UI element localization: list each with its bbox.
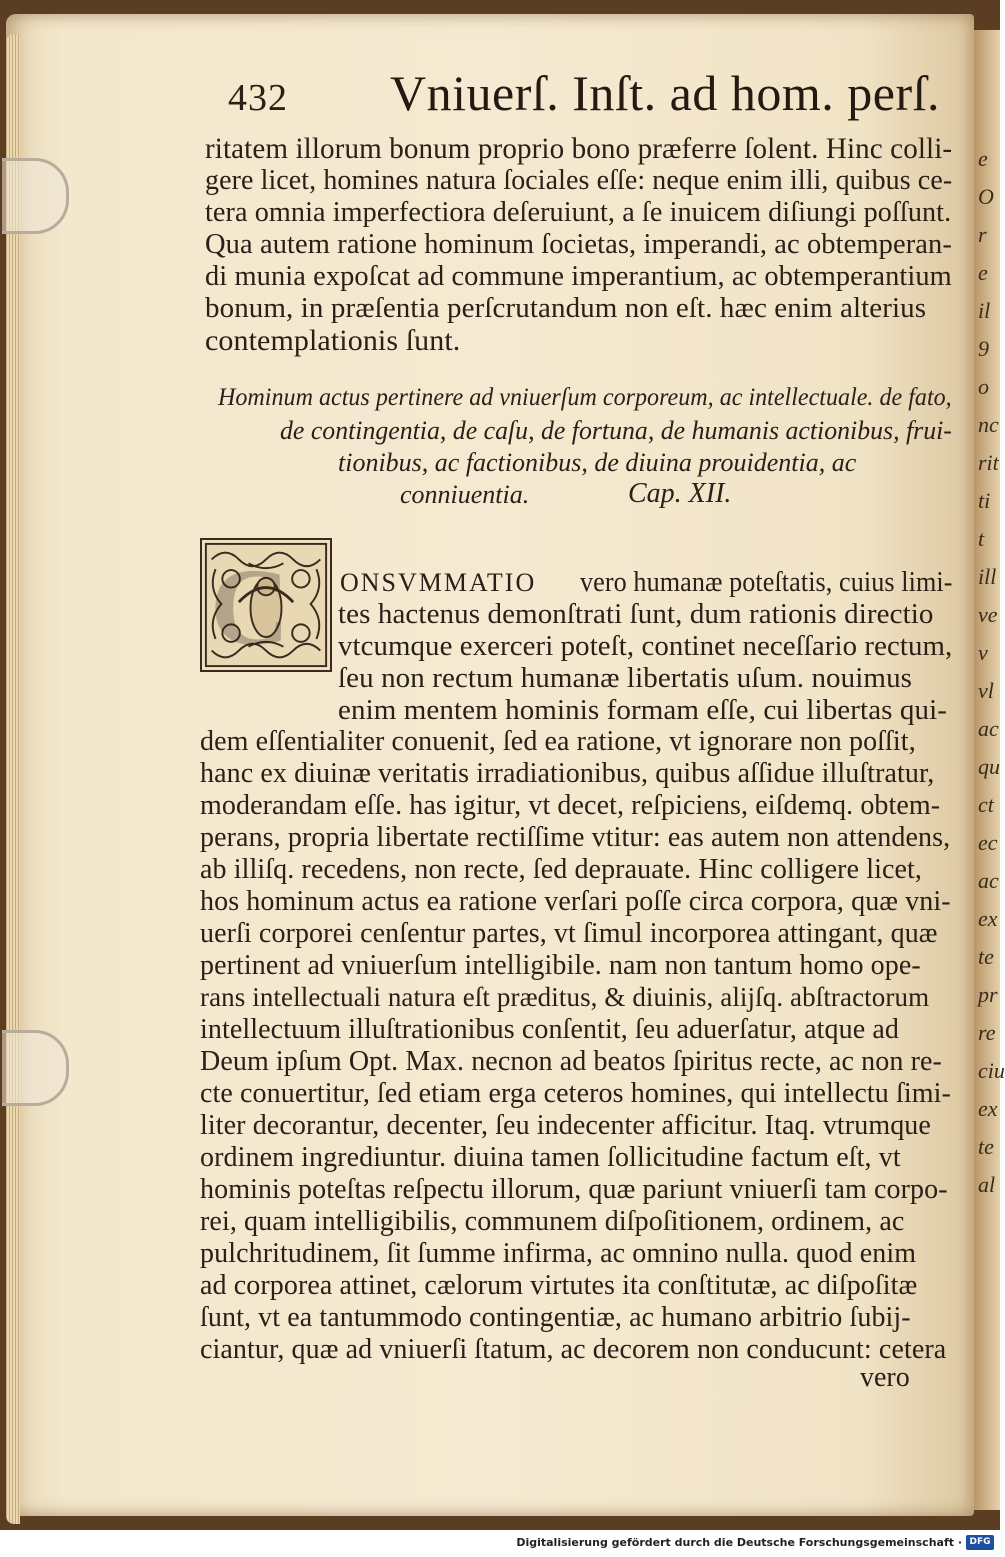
text-line: rei, quam intelligibilis, communem diſpoſitionem, ordinem, ac: [200, 1206, 905, 1237]
text-line: contemplationis ſunt.: [205, 324, 461, 357]
adjacent-page-text: e O r e il 9 o nc rit ti t ill ve v vl ac qu ct ec ac ex te pr re ciu ex te al: [978, 146, 1005, 1197]
ornament-icon: [202, 540, 330, 670]
page-number: 432: [228, 77, 288, 119]
dfg-logo-icon: DFG: [966, 1535, 994, 1550]
text-line: tera omnia imperfectiora deſeruiunt, a ſe inuicem diſiungi poſſunt.: [205, 196, 952, 228]
text-line: ciantur, quæ ad vniuerſi ſtatum, ac decorem non conducunt: cetera: [200, 1334, 947, 1365]
text-line: hanc ex diuinæ veritatis irradiationibus, quibus aſſidue illuſtratur,: [200, 758, 935, 789]
chapter-heading-line: de contingentia, de caſu, de fortuna, de humanis actionibus, frui-: [280, 416, 952, 445]
text-line: dem eſſentialiter conuenit, ſed ea ratione, vt ignorare non poſſit,: [200, 726, 916, 757]
text-line: pulchritudinem, ſit ſumme infirma, ac omnino nulla. quod enim: [200, 1238, 917, 1269]
text-line: enim mentem hominis formam eſſe, cui libertas qui-: [338, 694, 948, 726]
text-line: ad corporea attinet, cælorum virtutes ita conſtitutæ, ac diſpoſitæ: [200, 1270, 918, 1301]
text-line: tes hactenus demonſtrati ſunt, dum rationis directio: [338, 598, 934, 630]
first-word: ONSVMMATIO: [340, 568, 537, 597]
text-line: vero humanæ poteſtatis, cuius limi-: [580, 566, 953, 598]
digitization-footer: [0, 1530, 1000, 1557]
text-line: pertinent ad vniuerſum intelligibile. nam non tantum homo ope-: [200, 950, 921, 981]
text-line: ab illiſq. recedens, non recte, ſed deprauate. Hinc colligere licet,: [200, 854, 923, 885]
text-line: Deum ipſum Opt. Max. necnon ad beatos ſpiritus recte, ac non re-: [200, 1046, 942, 1077]
text-line: gere licet, homines natura ſociales eſſe: neque enim illi, quibus ce-: [205, 164, 953, 196]
funding-note: Digitalisierung gefördert durch die Deutsche Forschungsgemeinschaft ·: [516, 1536, 962, 1549]
text-line: ordinem ingrediuntur. diuina tamen ſollicitudine factum eſt, vt: [200, 1142, 901, 1173]
page-header: [200, 62, 940, 132]
catchword: vero: [860, 1362, 910, 1393]
chapter-heading-line: Hominum actus pertinere ad vniuerſum corporeum, ac intellectuale. de fato,: [218, 384, 952, 411]
text-line: ſeu non rectum humanæ libertatis uſum. nouimus: [338, 662, 913, 694]
text-line: intellectuum illuſtrationibus conſentit, ſeu aduerſatur, atque ad: [200, 1014, 899, 1045]
text-line: Qua autem ratione hominum ſocietas, imperandi, ac obtemperan-: [205, 228, 952, 260]
decorated-initial: [200, 538, 332, 672]
text-line: di munia expoſcat ad commune imperantium, ac obtemperantium: [205, 260, 952, 292]
text-line: moderandam eſſe. has igitur, vt decet, reſpiciens, eiſdemq. obtem-: [200, 790, 941, 821]
text-line: cte conuertitur, ſed etiam erga ceteros homines, qui intellectu ſimi-: [200, 1078, 951, 1109]
paper-clip-bottom: [2, 1030, 69, 1106]
text-line: vtcumque exerceri poteſt, continet neceſſario rectum,: [338, 630, 953, 662]
chapter-heading-line: tionibus, ac factionibus, de diuina prouidentia, ac: [338, 448, 857, 477]
text-line: bonum, in præſentia perſcrutandum non eſt. hæc enim alterius: [205, 292, 927, 324]
page-stack-edge: [6, 34, 20, 1524]
text-line: ritatem illorum bonum proprio bono præferre ſolent. Hinc colli-: [205, 132, 953, 165]
text-line: hominis poteſtas reſpectu illorum, quæ pariunt vniuerſi tam corpo-: [200, 1174, 948, 1205]
text-line: uerſi corporei cenſentur partes, vt ſimul incorporea attingant, quæ: [200, 918, 938, 949]
running-title: Vniuerſ. Inſt. ad hom. perſ.: [390, 65, 940, 121]
text-line: perans, propria libertate rectiſſime vtitur: eas autem non attendens,: [200, 822, 951, 853]
chapter-number: Cap. XII.: [628, 478, 732, 509]
text-line: rans intellectuali natura eſt præditus, & diuinis, alijſq. abſtractorum: [200, 982, 930, 1012]
initial-letter: C: [210, 546, 290, 668]
chapter-heading-line: conniuentia.: [400, 480, 530, 509]
paper-clip-top: [2, 158, 69, 234]
text-line: ſunt, vt ea tantummodo contingentiæ, ac humano arbitrio ſubij-: [200, 1302, 911, 1333]
text-line: hos hominum actus ea ratione verſari poſſe circa corpora, quæ vni-: [200, 886, 951, 917]
text-line: liter decorantur, decenter, ſeu indecenter afficitur. Itaq. vtrumque: [200, 1110, 931, 1141]
